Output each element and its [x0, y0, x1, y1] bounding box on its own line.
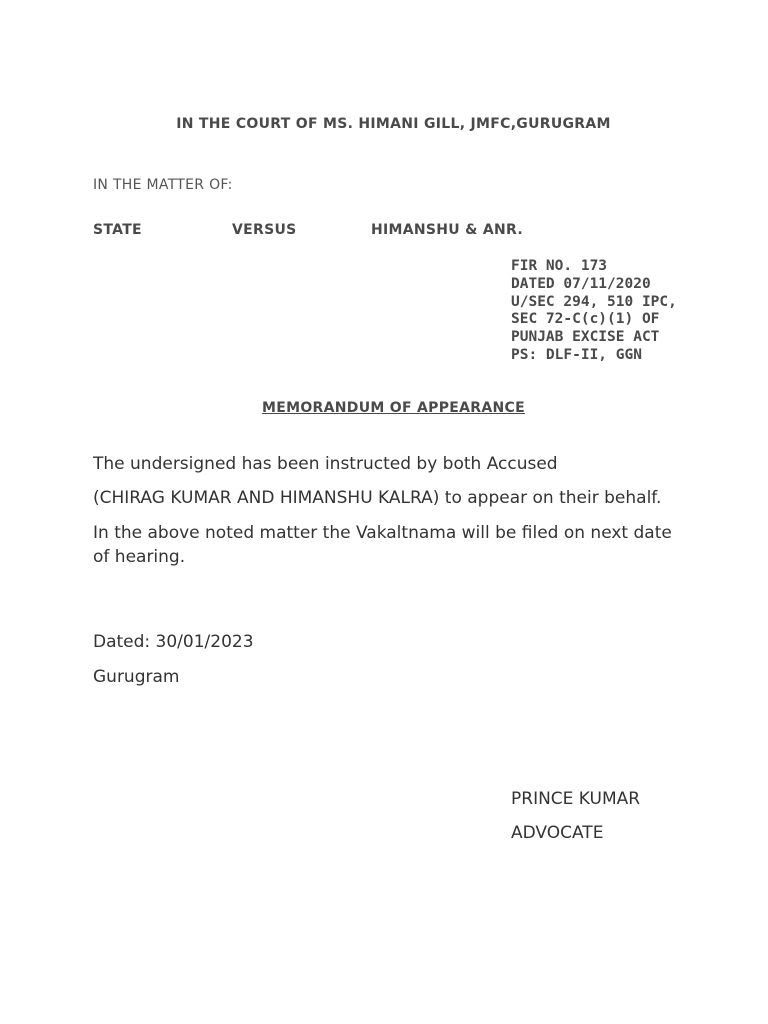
fir-section-ipc: U/SEC 294, 510 IPC, [511, 293, 677, 310]
advocate-name: PRINCE KUMAR [511, 789, 641, 809]
petitioner: STATE [93, 222, 142, 238]
fir-number: FIR NO. 173 [511, 258, 608, 274]
fir-section-excise: SEC 72-C(c)(1) OF [511, 311, 660, 328]
dated-line: Dated: 30/01/2023 [93, 632, 254, 652]
versus-label: VERSUS [232, 222, 297, 238]
place-line: Gurugram [93, 667, 180, 687]
memo-paragraph: In the above noted matter the Vakaltnama will be filed on next date of hearing. [93, 523, 672, 567]
memo-paragraph: The undersigned has been instructed by both Accused [93, 454, 558, 474]
respondent: HIMANSHU & ANR. [371, 222, 523, 238]
fir-details [511, 258, 761, 365]
fir-act: PUNJAB EXCISE ACT [511, 329, 660, 346]
memo-paragraph: (CHIRAG KUMAR AND HIMANSHU KALRA) to appear on their behalf. [93, 488, 662, 508]
court-title: IN THE COURT OF MS. HIMANI GILL, JMFC,GURUGRAM [176, 116, 611, 132]
fir-police-station: PS: DLF-II, GGN [511, 346, 642, 363]
parties-line [93, 222, 693, 242]
matter-of-label: IN THE MATTER OF: [93, 177, 233, 193]
advocate-title: ADVOCATE [511, 823, 604, 843]
fir-date: DATED 07/11/2020 [511, 275, 651, 292]
memo-title: MEMORANDUM OF APPEARANCE [262, 400, 525, 416]
